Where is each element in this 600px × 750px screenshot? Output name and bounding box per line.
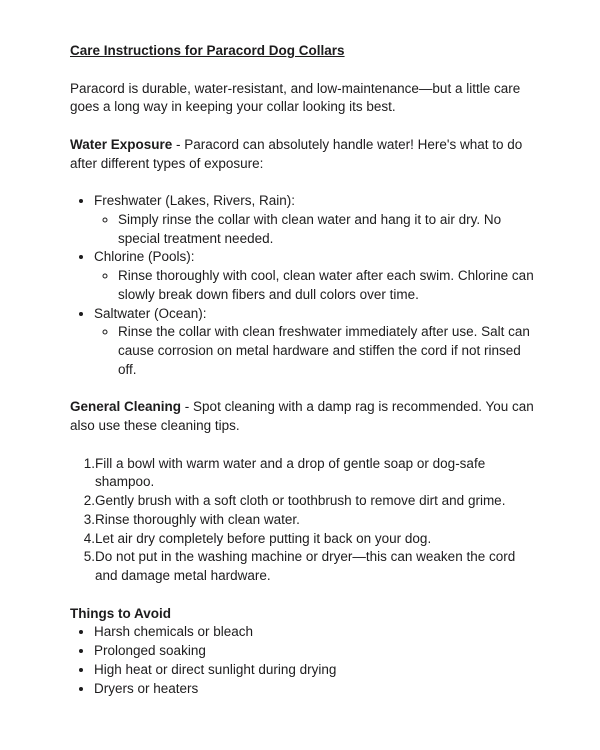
exposure-detail-list <box>94 267 535 305</box>
cleaning-step-text: Do not put in the washing machine or dryer—this can weaken the cord and damage metal hardware. <box>95 549 516 583</box>
cleaning-step-item <box>95 548 535 586</box>
water-exposure-list <box>70 192 535 380</box>
things-to-avoid-list <box>70 623 535 698</box>
general-cleaning-heading: General Cleaning <box>70 399 182 415</box>
cleaning-step-item <box>95 530 535 549</box>
things-to-avoid-heading: Things to Avoid <box>70 605 171 621</box>
avoid-item <box>94 661 535 680</box>
water-exposure-paragraph <box>70 136 535 174</box>
water-exposure-heading: Water Exposure <box>70 136 173 152</box>
document-title: Care Instructions for Paracord Dog Collars <box>70 43 345 58</box>
exposure-type-label: Chlorine (Pools): <box>94 249 195 265</box>
cleaning-step-text: Gently brush with a soft cloth or toothbrush to remove dirt and grime. <box>95 493 506 508</box>
cleaning-step-text: Fill a bowl with warm water and a drop of gentle soap or dog-safe shampoo. <box>95 455 486 490</box>
exposure-detail-item <box>118 267 535 305</box>
exposure-type-item <box>94 248 535 304</box>
exposure-type-item <box>94 305 535 380</box>
avoid-item <box>94 642 535 661</box>
avoid-item-text: Prolonged soaking <box>94 643 206 658</box>
avoid-item <box>94 623 535 642</box>
cleaning-step-item <box>95 455 535 493</box>
avoid-item-text: Harsh chemicals or bleach <box>94 624 254 640</box>
water-exposure-lead: - Paracord can absolutely handle water! Here's what to do after different types of exposure: <box>70 136 523 171</box>
cleaning-step-text: Rinse thoroughly with clean water. <box>95 511 300 527</box>
general-cleaning-lead: - Spot cleaning with a damp rag is recommended. You can also use these cleaning tips. <box>70 399 534 433</box>
avoid-item-text: Dryers or heaters <box>94 680 199 696</box>
exposure-type-label: Freshwater (Lakes, Rivers, Rain): <box>94 193 296 208</box>
general-cleaning-paragraph <box>70 398 535 436</box>
exposure-detail-item <box>118 211 535 249</box>
exposure-type-label: Saltwater (Ocean): <box>94 305 207 321</box>
cleaning-step-item <box>95 511 535 530</box>
exposure-detail-list <box>94 211 535 249</box>
exposure-detail-text: Rinse the collar with clean freshwater immediately after use. Salt can cause corrosion on metal hardware and stiffen the cord if not rinsed off. <box>118 324 530 377</box>
cleaning-step-item <box>95 492 535 511</box>
exposure-detail-list <box>94 323 535 379</box>
intro-paragraph: Paracord is durable, water-resistant, and low-maintenance—but a little care goes a long way in keeping your collar looking its best. <box>70 80 521 115</box>
exposure-type-item <box>94 192 535 248</box>
document-body <box>70 42 535 698</box>
exposure-detail-item <box>118 323 535 379</box>
cleaning-step-text: Let air dry completely before putting it back on your dog. <box>95 530 432 546</box>
exposure-detail-text: Rinse thoroughly with cool, clean water after each swim. Chlorine can slowly break down fibers and dull colors over time. <box>118 268 534 302</box>
exposure-detail-text: Simply rinse the collar with clean water and hang it to air dry. No special treatment needed. <box>118 211 502 246</box>
avoid-item-text: High heat or direct sunlight during drying <box>94 661 337 677</box>
cleaning-steps-list <box>70 455 535 586</box>
avoid-item <box>94 680 535 699</box>
